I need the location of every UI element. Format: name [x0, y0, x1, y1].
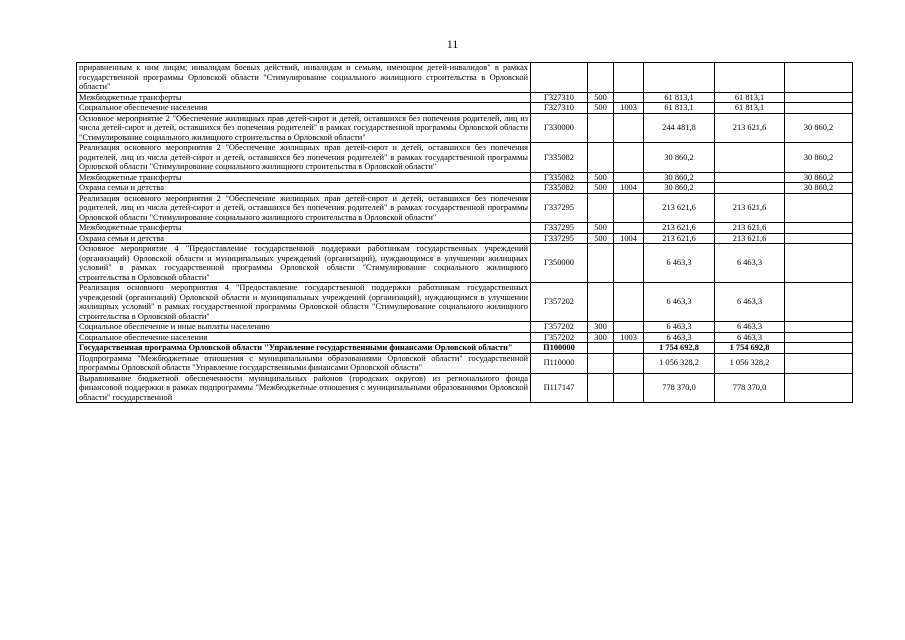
row-code-cell: Г337295: [531, 193, 588, 223]
row-code-cell: Г357202: [531, 332, 588, 343]
row-amount-3-cell: [785, 223, 853, 234]
row-group-cell: 500: [588, 233, 614, 244]
table-row: [77, 143, 853, 173]
row-amount-3-cell: 30 860,2: [785, 143, 853, 173]
row-amount-3-cell: [785, 322, 853, 333]
row-group-cell: [588, 63, 614, 93]
row-amount-2-cell: 6 463,3: [715, 244, 785, 283]
row-section-cell: [614, 343, 644, 354]
row-section-cell: [614, 63, 644, 93]
row-group-cell: 500: [588, 183, 614, 194]
row-section-cell: [614, 193, 644, 223]
row-code-cell: П117147: [531, 373, 588, 403]
row-amount-1-cell: 61 813,1: [644, 92, 715, 103]
row-amount-1-cell: 30 860,2: [644, 143, 715, 173]
table-row: [77, 244, 853, 283]
row-name-cell: приравненным к ним лицам; инвалидам боевых действий, инвалидам и семьям, имеющим детей-инвалидов" в рамках государственной программы Орловской области "Стимулирование социального жилищного строительства в Орловской области": [77, 63, 531, 93]
row-name-cell: Социальное обеспечение и иные выплаты населению: [77, 322, 531, 333]
row-group-cell: 500: [588, 172, 614, 183]
table-row: [77, 113, 853, 143]
row-section-cell: [614, 283, 644, 322]
row-amount-2-cell: 213 621,6: [715, 113, 785, 143]
row-section-cell: [614, 223, 644, 234]
row-code-cell: Г337295: [531, 223, 588, 234]
table-row: [77, 332, 853, 343]
row-amount-1-cell: 778 370,0: [644, 373, 715, 403]
row-code-cell: П100000: [531, 343, 588, 354]
row-name-cell: Основное мероприятие 2 "Обеспечение жилищных прав детей-сирот и детей, оставшихся без попечения родителей, лиц из числа детей-сирот и детей, оставшихся без попечения родителей" в рамках государственной программы Орловской области "Стимулирование социального жилищного строительства в Орловской области": [77, 113, 531, 143]
table-row: [77, 193, 853, 223]
row-amount-3-cell: [785, 92, 853, 103]
row-amount-3-cell: 30 860,2: [785, 172, 853, 183]
row-amount-1-cell: 1 056 328,2: [644, 353, 715, 373]
table-row: [77, 233, 853, 244]
row-amount-3-cell: [785, 233, 853, 244]
table-row: [77, 183, 853, 194]
row-code-cell: Г357202: [531, 283, 588, 322]
row-amount-1-cell: 6 463,3: [644, 332, 715, 343]
table-row: [77, 223, 853, 234]
row-section-cell: [614, 244, 644, 283]
row-code-cell: Г357202: [531, 322, 588, 333]
table-row: [77, 92, 853, 103]
row-amount-2-cell: [715, 183, 785, 194]
row-group-cell: 300: [588, 332, 614, 343]
row-group-cell: 500: [588, 223, 614, 234]
row-amount-2-cell: [715, 143, 785, 173]
row-group-cell: [588, 353, 614, 373]
table-row: [77, 283, 853, 322]
row-section-cell: [614, 373, 644, 403]
row-amount-1-cell: 6 463,3: [644, 283, 715, 322]
row-section-cell: 1003: [614, 103, 644, 114]
row-name-cell: Межбюджетные трансферты: [77, 92, 531, 103]
row-amount-3-cell: 30 860,2: [785, 113, 853, 143]
row-group-cell: 500: [588, 103, 614, 114]
row-amount-3-cell: [785, 373, 853, 403]
row-code-cell: [531, 63, 588, 93]
row-amount-2-cell: [715, 172, 785, 183]
row-amount-1-cell: 1 754 692,8: [644, 343, 715, 354]
row-code-cell: Г337295: [531, 233, 588, 244]
row-section-cell: [614, 92, 644, 103]
row-amount-1-cell: 213 621,6: [644, 193, 715, 223]
row-section-cell: [614, 353, 644, 373]
row-name-cell: Основное мероприятие 4 "Предоставление государственной поддержки работникам государственных учреждений (организаций) Орловской области и муниципальных учреждений (организаций), нуждающимся в улучшении жилищных условий" в рамках государственной программы Орловской области "Стимулирование социального жилищного строительства в Орловской области": [77, 244, 531, 283]
row-amount-1-cell: [644, 63, 715, 93]
row-amount-2-cell: 6 463,3: [715, 332, 785, 343]
row-name-cell: Государственная программа Орловской области "Управление государственными финансами Орловской области": [77, 343, 531, 354]
row-code-cell: Г330000: [531, 113, 588, 143]
row-amount-1-cell: 30 860,2: [644, 172, 715, 183]
row-section-cell: 1004: [614, 233, 644, 244]
row-amount-2-cell: 61 813,1: [715, 103, 785, 114]
row-name-cell: Подпрограмма "Межбюджетные отношения с муниципальными образованиями Орловской области" государственной программы Орловской области "Управление государственными финансами Орловской области": [77, 353, 531, 373]
row-section-cell: [614, 322, 644, 333]
row-section-cell: 1003: [614, 332, 644, 343]
row-name-cell: Охрана семьи и детства: [77, 183, 531, 194]
table-row: [77, 353, 853, 373]
row-amount-2-cell: 6 463,3: [715, 283, 785, 322]
row-amount-2-cell: 1 056 328,2: [715, 353, 785, 373]
row-amount-3-cell: [785, 283, 853, 322]
row-name-cell: Социальное обеспечение населения: [77, 103, 531, 114]
row-name-cell: Реализация основного мероприятия 4 "Предоставление государственной поддержки работникам государственных учреждений (организаций) Орловской области и муниципальных учреждений (организаций), нуждающимся в улучшении жилищных условий" в рамках государственной программы Орловской области "Стимулирование социального жилищного строительства в Орловской области": [77, 283, 531, 322]
row-amount-2-cell: 6 463,3: [715, 322, 785, 333]
row-name-cell: Выравнивание бюджетной обеспеченности муниципальных районов (городских округов) из регионального фонда финансовой поддержки в рамках подпрограммы "Межбюджетные отношения с муниципальными образованиями Орловской области" государственной: [77, 373, 531, 403]
row-code-cell: Г327310: [531, 103, 588, 114]
row-amount-1-cell: 213 621,6: [644, 233, 715, 244]
row-group-cell: [588, 343, 614, 354]
row-section-cell: 1004: [614, 183, 644, 194]
row-group-cell: [588, 143, 614, 173]
row-name-cell: Межбюджетные трансферты: [77, 223, 531, 234]
row-group-cell: [588, 373, 614, 403]
row-amount-2-cell: [715, 63, 785, 93]
budget-table: [76, 62, 853, 403]
table-row: [77, 343, 853, 354]
row-amount-2-cell: 1 754 692,8: [715, 343, 785, 354]
row-amount-2-cell: 213 621,6: [715, 223, 785, 234]
row-group-cell: 300: [588, 322, 614, 333]
table-row: [77, 172, 853, 183]
row-amount-3-cell: [785, 343, 853, 354]
row-amount-2-cell: 61 813,1: [715, 92, 785, 103]
row-amount-1-cell: 61 813,1: [644, 103, 715, 114]
row-code-cell: П110000: [531, 353, 588, 373]
row-amount-3-cell: [785, 103, 853, 114]
row-code-cell: Г327310: [531, 92, 588, 103]
row-amount-3-cell: [785, 332, 853, 343]
row-amount-3-cell: [785, 353, 853, 373]
row-code-cell: Г335082: [531, 172, 588, 183]
page-number: 11: [446, 37, 459, 51]
table-row: [77, 322, 853, 333]
row-amount-1-cell: 30 860,2: [644, 183, 715, 194]
row-section-cell: [614, 143, 644, 173]
row-group-cell: 500: [588, 92, 614, 103]
row-amount-1-cell: 6 463,3: [644, 244, 715, 283]
row-group-cell: [588, 193, 614, 223]
row-group-cell: [588, 283, 614, 322]
row-name-cell: Реализация основного мероприятия 2 "Обеспечение жилищных прав детей-сирот и детей, оставшихся без попечения родителей, лиц из числа детей-сирот и детей, оставшихся без попечения родителей" в рамках государственной программы Орловской области "Стимулирование социального жилищного строительства в Орловской области": [77, 193, 531, 223]
row-amount-1-cell: 213 621,6: [644, 223, 715, 234]
row-code-cell: Г335082: [531, 143, 588, 173]
row-amount-2-cell: 778 370,0: [715, 373, 785, 403]
row-section-cell: [614, 113, 644, 143]
row-code-cell: Г350000: [531, 244, 588, 283]
row-name-cell: Межбюджетные трансферты: [77, 172, 531, 183]
row-amount-3-cell: 30 860,2: [785, 183, 853, 194]
row-code-cell: Г335082: [531, 183, 588, 194]
row-amount-2-cell: 213 621,6: [715, 233, 785, 244]
row-amount-3-cell: [785, 63, 853, 93]
row-name-cell: Охрана семьи и детства: [77, 233, 531, 244]
row-amount-1-cell: 6 463,3: [644, 322, 715, 333]
table-row: [77, 103, 853, 114]
row-name-cell: Социальное обеспечение населения: [77, 332, 531, 343]
row-group-cell: [588, 113, 614, 143]
table-row: [77, 63, 853, 93]
row-amount-1-cell: 244 481,8: [644, 113, 715, 143]
row-name-cell: Реализация основного мероприятия 2 "Обеспечение жилищных прав детей-сирот и детей, оставшихся без попечения родителей, лиц из числа детей-сирот и детей, оставшихся без попечения родителей" в рамках государственной программы Орловской области "Стимулирование социального жилищного строительства в Орловской области": [77, 143, 531, 173]
row-amount-3-cell: [785, 244, 853, 283]
row-amount-2-cell: 213 621,6: [715, 193, 785, 223]
row-amount-3-cell: [785, 193, 853, 223]
table-row: [77, 373, 853, 403]
row-group-cell: [588, 244, 614, 283]
row-section-cell: [614, 172, 644, 183]
